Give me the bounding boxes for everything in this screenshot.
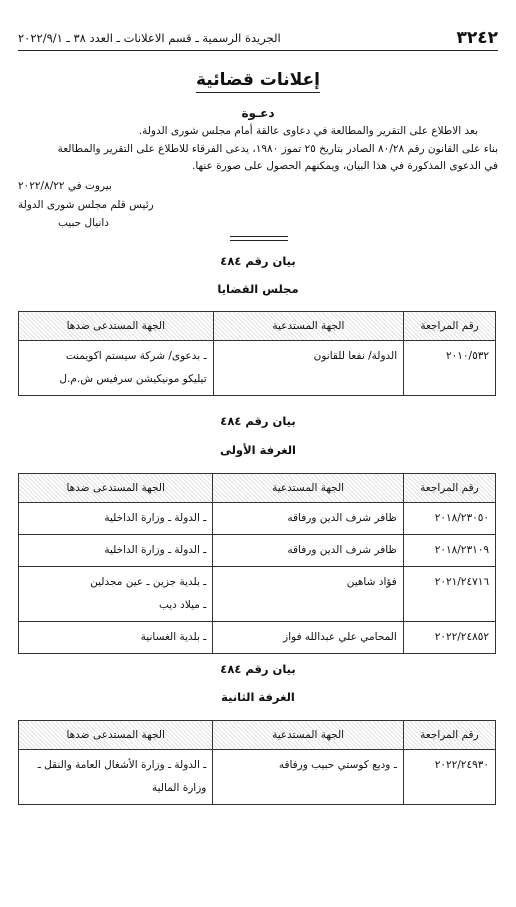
statement-number: بيان رقم ٤٨٤ (220, 662, 296, 676)
table-row (19, 341, 496, 396)
notice-line-3: في الدعوى المذكورة في هذا البيان، ويمكنهم الحصول على صورة عنها. (192, 160, 498, 172)
cell-ref: ٢٠٢٢/٢٤٨٥٢ (403, 622, 495, 654)
table-header-row (19, 721, 496, 750)
running-title: الجريدة الرسمية ـ قسم الاعلانات ـ العدد ٣٨ ـ ٢٠٢٢/٩/١ (18, 31, 281, 45)
running-header (18, 28, 498, 48)
statement-number: بيان رقم ٤٨٤ (220, 254, 296, 268)
signatory-name: دانيال حبيب (58, 217, 109, 229)
cell-ref: ٢٠٢٢/٢٤٩٣٠ (403, 750, 495, 805)
cases-table (18, 311, 496, 396)
cell-defendant: ـ بلدية جزين ـ عين مجدلين ـ ميلاد ديب (19, 567, 213, 622)
cell-defendant: ـ بلدية الغسانية (19, 622, 213, 654)
notice-line-1: بعد الاطلاع على التقرير والمطالعة في دعاوى عالقة أمام مجلس شورى الدولة. (138, 125, 478, 137)
header-rule (18, 50, 498, 51)
column-header-plaintiff: الجهة المستدعية (213, 721, 403, 750)
table-row (19, 750, 496, 805)
place-date: بيروت في ٢٠٢٢/٨/٢٢ (18, 180, 112, 192)
cell-ref: ٢٠١٨/٢٣١٠٩ (403, 535, 495, 567)
page-number: ٣٢٤٢ (456, 28, 498, 48)
signatory-title: رئيس قلم مجلس شورى الدولة (18, 199, 154, 211)
notice-line-2: بناء على القانون رقم ٨٠/٢٨ الصادر بتاريخ ٢٥ تموز ١٩٨٠، يدعى الفرقاء للاطلاع على التقرير والمطالعة (57, 143, 498, 155)
cell-ref: ٢٠١٠/٥٣٢ (404, 341, 496, 396)
chamber-title: الغرفة الأولى (219, 443, 297, 457)
cases-table (18, 720, 496, 805)
cell-defendant: ـ الدولة ـ وزارة الداخلية (19, 535, 213, 567)
cell-plaintiff: الدولة/ نفعا للقانون (213, 341, 404, 396)
column-header-ref: رقم المراجعة (403, 474, 495, 503)
cell-defendant: ـ الدولة ـ وزارة الأشغال العامة والنقل ـ وزارة المالية (19, 750, 213, 805)
column-header-plaintiff: الجهة المستدعية (213, 474, 403, 503)
cell-plaintiff: ظافر شرف الدين ورفاقه (213, 503, 403, 535)
column-header-ref: رقم المراجعة (404, 312, 496, 341)
table-header-row (19, 474, 496, 503)
table-row (19, 622, 496, 654)
cell-defendant: ـ بدعوى/ شركة سيستم اكويمنت تيليكو مونيكيشن سرفيس ش.م.ل (19, 341, 214, 396)
cell-plaintiff: فؤاد شاهين (213, 567, 403, 622)
column-header-defendant: الجهة المستدعى ضدها (19, 721, 213, 750)
table-row (19, 535, 496, 567)
cell-plaintiff: ظافر شرف الدين ورفاقه (213, 535, 403, 567)
cell-ref: ٢٠١٨/٢٣٠٥٠ (403, 503, 495, 535)
table-row (19, 567, 496, 622)
table-row (19, 503, 496, 535)
column-header-plaintiff: الجهة المستدعية (213, 312, 404, 341)
column-header-ref: رقم المراجعة (403, 721, 495, 750)
statement-number: بيان رقم ٤٨٤ (220, 414, 296, 428)
column-header-defendant: الجهة المستدعى ضدها (19, 474, 213, 503)
chamber-title: مجلس القضايا (217, 282, 299, 296)
section-title: إعلانات قضائية (0, 70, 516, 90)
cell-defendant: ـ الدولة ـ وزارة الداخلية (19, 503, 213, 535)
cell-plaintiff: ـ وديع كوستي حبيب ورفاقه (213, 750, 403, 805)
column-header-defendant: الجهة المستدعى ضدها (19, 312, 214, 341)
table-header-row (19, 312, 496, 341)
notice-heading: دعـوة (241, 106, 275, 120)
cell-plaintiff: المحامي علي عبدالله فواز (213, 622, 403, 654)
separator (230, 236, 288, 237)
cases-table (18, 473, 496, 654)
chamber-title: الغرفة الثانية (221, 690, 295, 704)
cell-ref: ٢٠٢١/٢٤٧١٦ (403, 567, 495, 622)
